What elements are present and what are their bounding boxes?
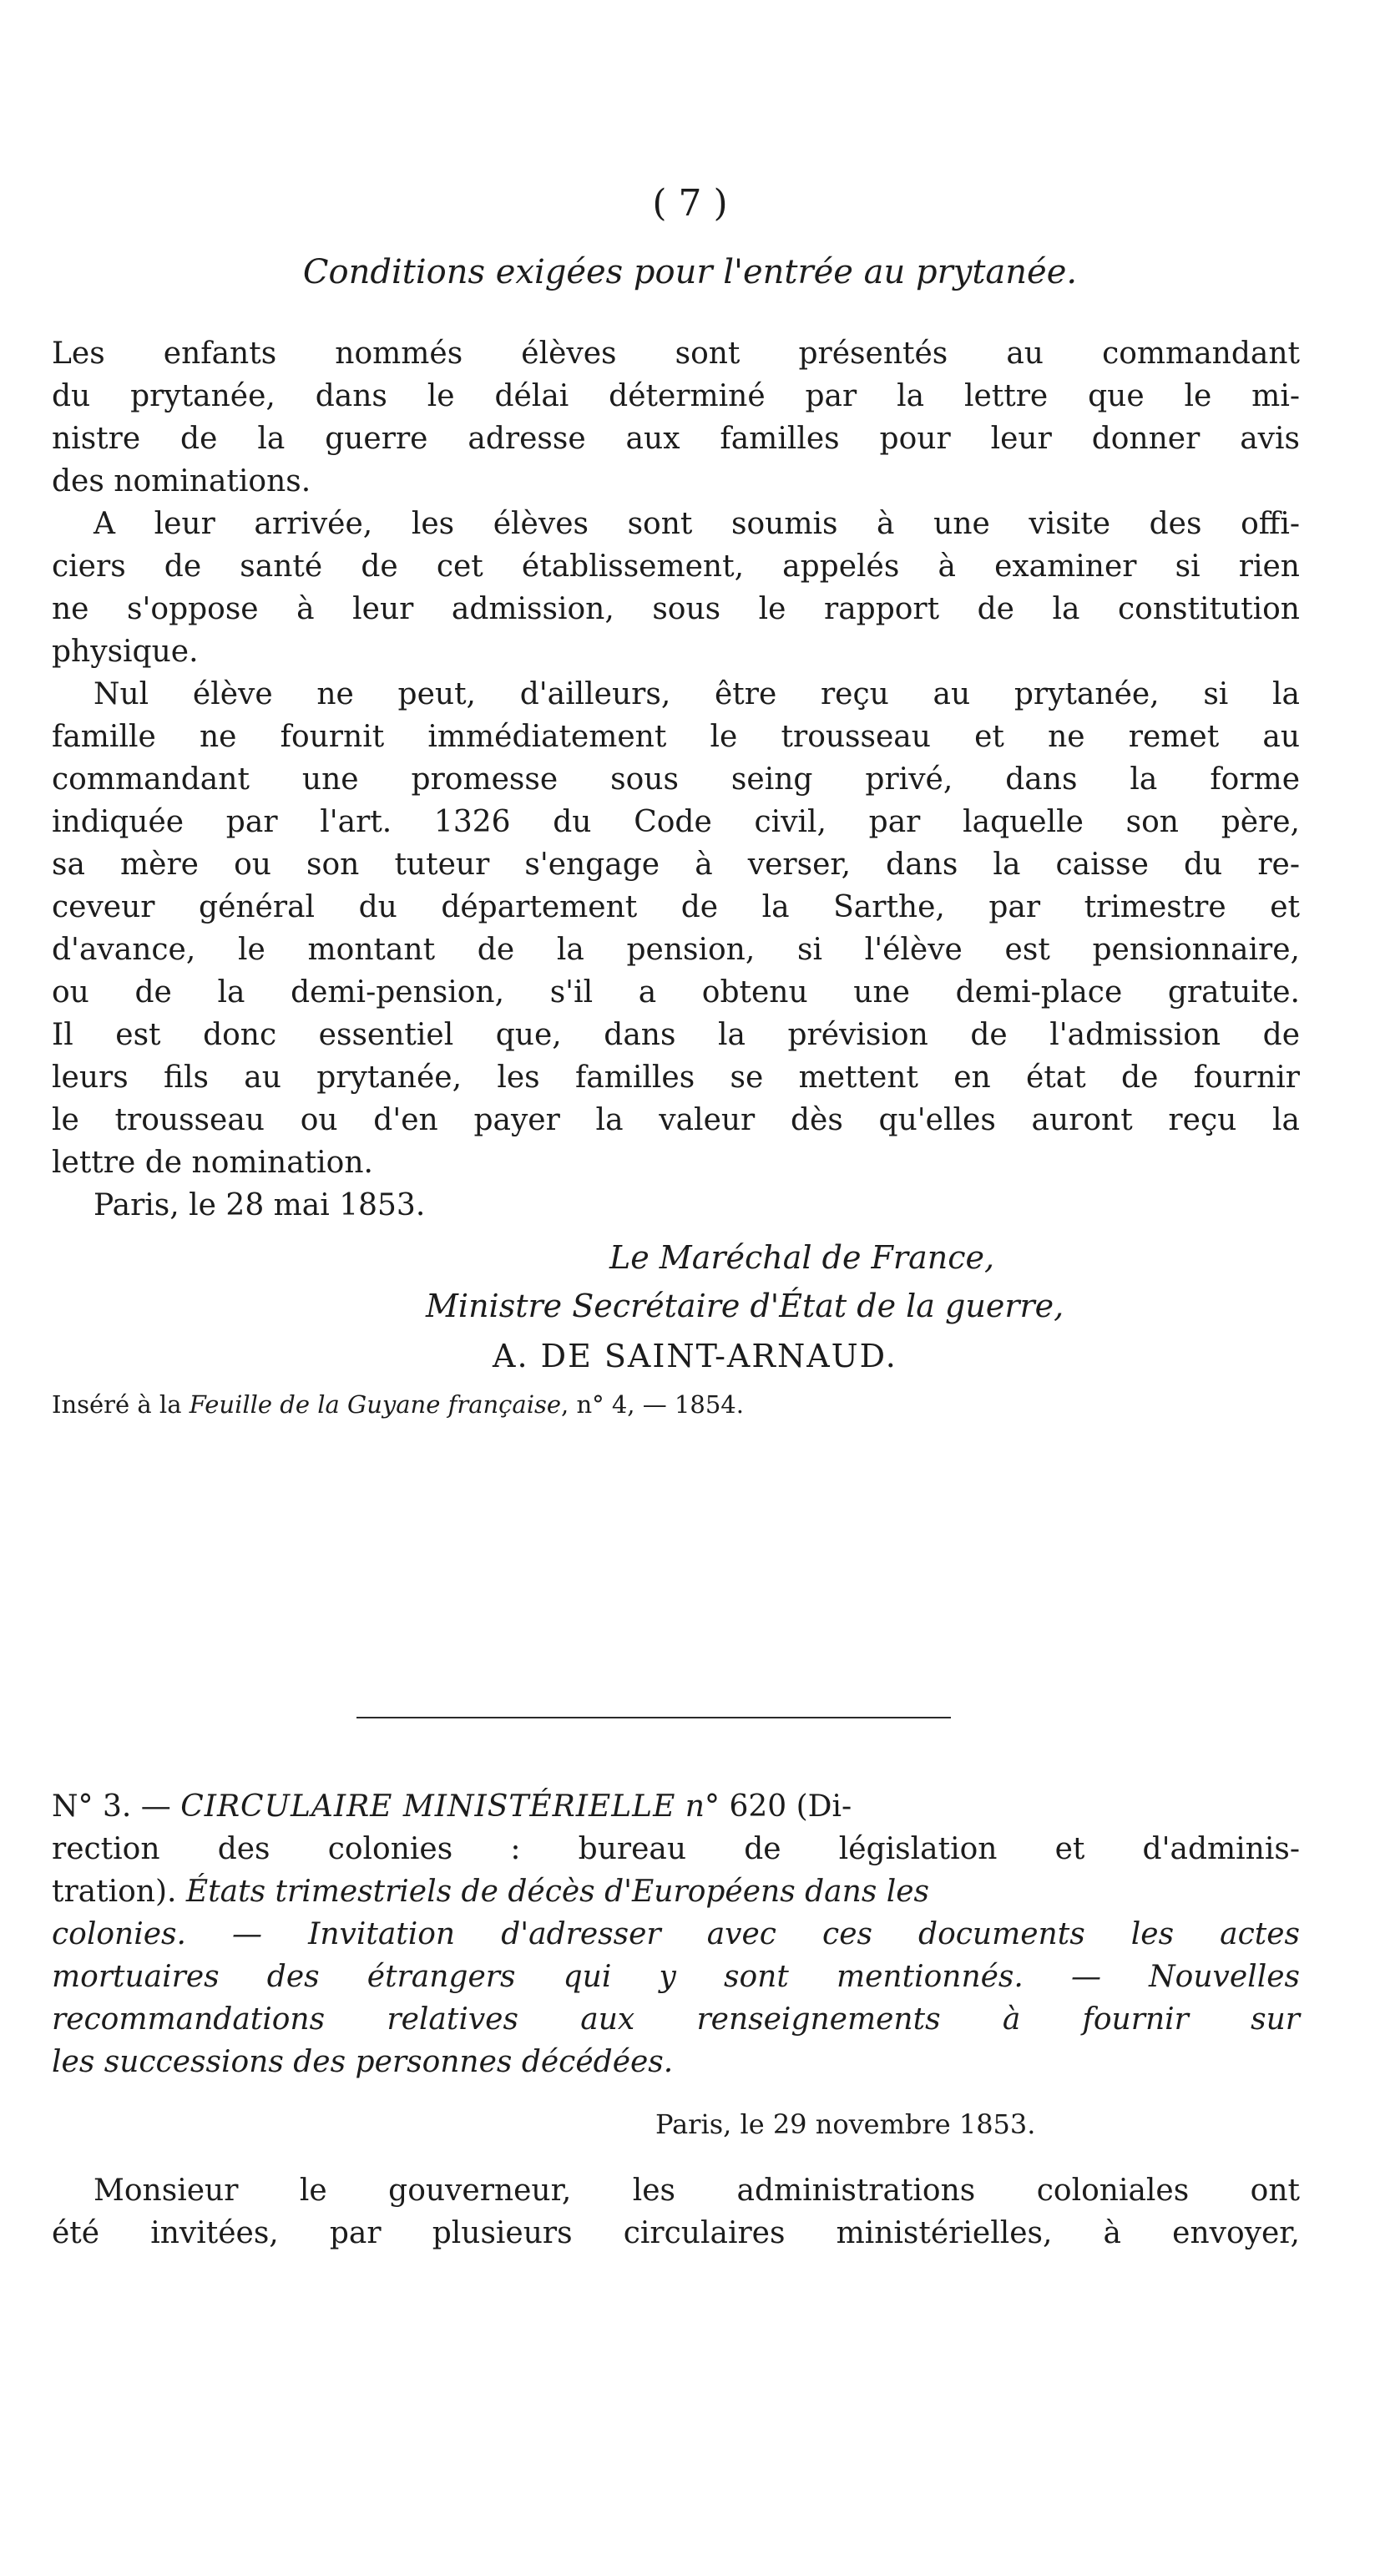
circular-line: recommandations relatives aux renseignements à fournir sur: [52, 2002, 1300, 2037]
body-line: Il est donc essentiel que, dans la prévision de l'admission de: [52, 1018, 1300, 1052]
body-line: indiquée par l'art. 1326 du Code civil, par laquelle son père,: [52, 805, 1300, 839]
letter-line: Monsieur le gouverneur, les administrations coloniales ont: [94, 2174, 1300, 2208]
circular-line: [52, 1872, 929, 1912]
circular-heading: [52, 1787, 852, 1827]
section-heading: Conditions exigées pour l'entrée au prytanée.: [302, 253, 1078, 291]
circular-ref: 620 (Di-: [720, 1789, 852, 1824]
body-line: Nul élève ne peut, d'ailleurs, être reçu au prytanée, si la: [94, 677, 1300, 711]
circular-line-part: tration).: [52, 1875, 177, 1909]
circular-line: mortuaires des étrangers qui y sont mentionnés. — Nouvelles: [52, 1960, 1300, 1994]
circular-line-part: États trimestriels de décès d'Européens dans les: [185, 1875, 930, 1909]
letter-line: été invitées, par plusieurs circulaires ministérielles, à envoyer,: [52, 2216, 1300, 2250]
body-line: ciers de santé de cet établissement, appelés à examiner si rien: [52, 549, 1300, 584]
body-line: ou de la demi-pension, s'il a obtenu une demi-place gratuite.: [52, 975, 1300, 1010]
circular-ref-label: n°: [675, 1789, 720, 1824]
body-line: d'avance, le montant de la pension, si l'élève est pensionnaire,: [52, 933, 1300, 967]
circular-date: Paris, le 29 novembre 1853.: [655, 2108, 1036, 2140]
body-line: nistre de la guerre adresse aux familles pour leur donner avis: [52, 422, 1300, 456]
signature-office: Ministre Secrétaire d'État de la guerre,: [426, 1288, 1064, 1324]
body-line: Les enfants nommés élèves sont présentés au commandant: [52, 337, 1300, 371]
insertion-suffix: , n° 4, — 1854.: [561, 1390, 744, 1419]
insertion-source: Feuille de la Guyane française: [189, 1390, 562, 1419]
body-line: famille ne fournit immédiatement le trousseau et ne remet au: [52, 720, 1300, 754]
body-line: ne s'oppose à leur admission, sous le rapport de la constitution: [52, 592, 1300, 626]
date-line: Paris, le 28 mai 1853.: [94, 1188, 426, 1222]
page-number: ( 7 ): [652, 182, 728, 225]
signature-title: Le Maréchal de France,: [609, 1239, 995, 1276]
insertion-note: [52, 1388, 744, 1421]
body-line: physique.: [52, 635, 199, 669]
body-line: sa mère ou son tuteur s'engage à verser, dans la caisse du re-: [52, 848, 1300, 882]
body-line: lettre de nomination.: [52, 1146, 373, 1180]
circular-title: CIRCULAIRE MINISTÉRIELLE: [180, 1789, 676, 1824]
circular-line: les successions des personnes décédées.: [52, 2045, 674, 2079]
body-line: le trousseau ou d'en payer la valeur dès qu'elles auront reçu la: [52, 1103, 1300, 1137]
circular-line: rection des colonies : bureau de législation et d'adminis-: [52, 1832, 1300, 1866]
body-line: leurs fils au prytanée, les familles se mettent en état de fournir: [52, 1060, 1300, 1095]
insertion-prefix: Inséré à la: [52, 1390, 190, 1419]
section-divider: [356, 1717, 951, 1718]
circular-number: N° 3. —: [52, 1789, 181, 1824]
body-line: commandant une promesse sous seing privé, dans la forme: [52, 762, 1300, 797]
body-line: ceveur général du département de la Sarthe, par trimestre et: [52, 890, 1300, 924]
signature-name: A. DE SAINT-ARNAUD.: [493, 1338, 897, 1374]
body-line: du prytanée, dans le délai déterminé par la lettre que le mi-: [52, 379, 1300, 413]
circular-line: colonies. — Invitation d'adresser avec ces documents les actes: [52, 1917, 1300, 1951]
body-line: A leur arrivée, les élèves sont soumis à une visite des offi-: [94, 507, 1300, 541]
body-line: des nominations.: [52, 464, 311, 498]
